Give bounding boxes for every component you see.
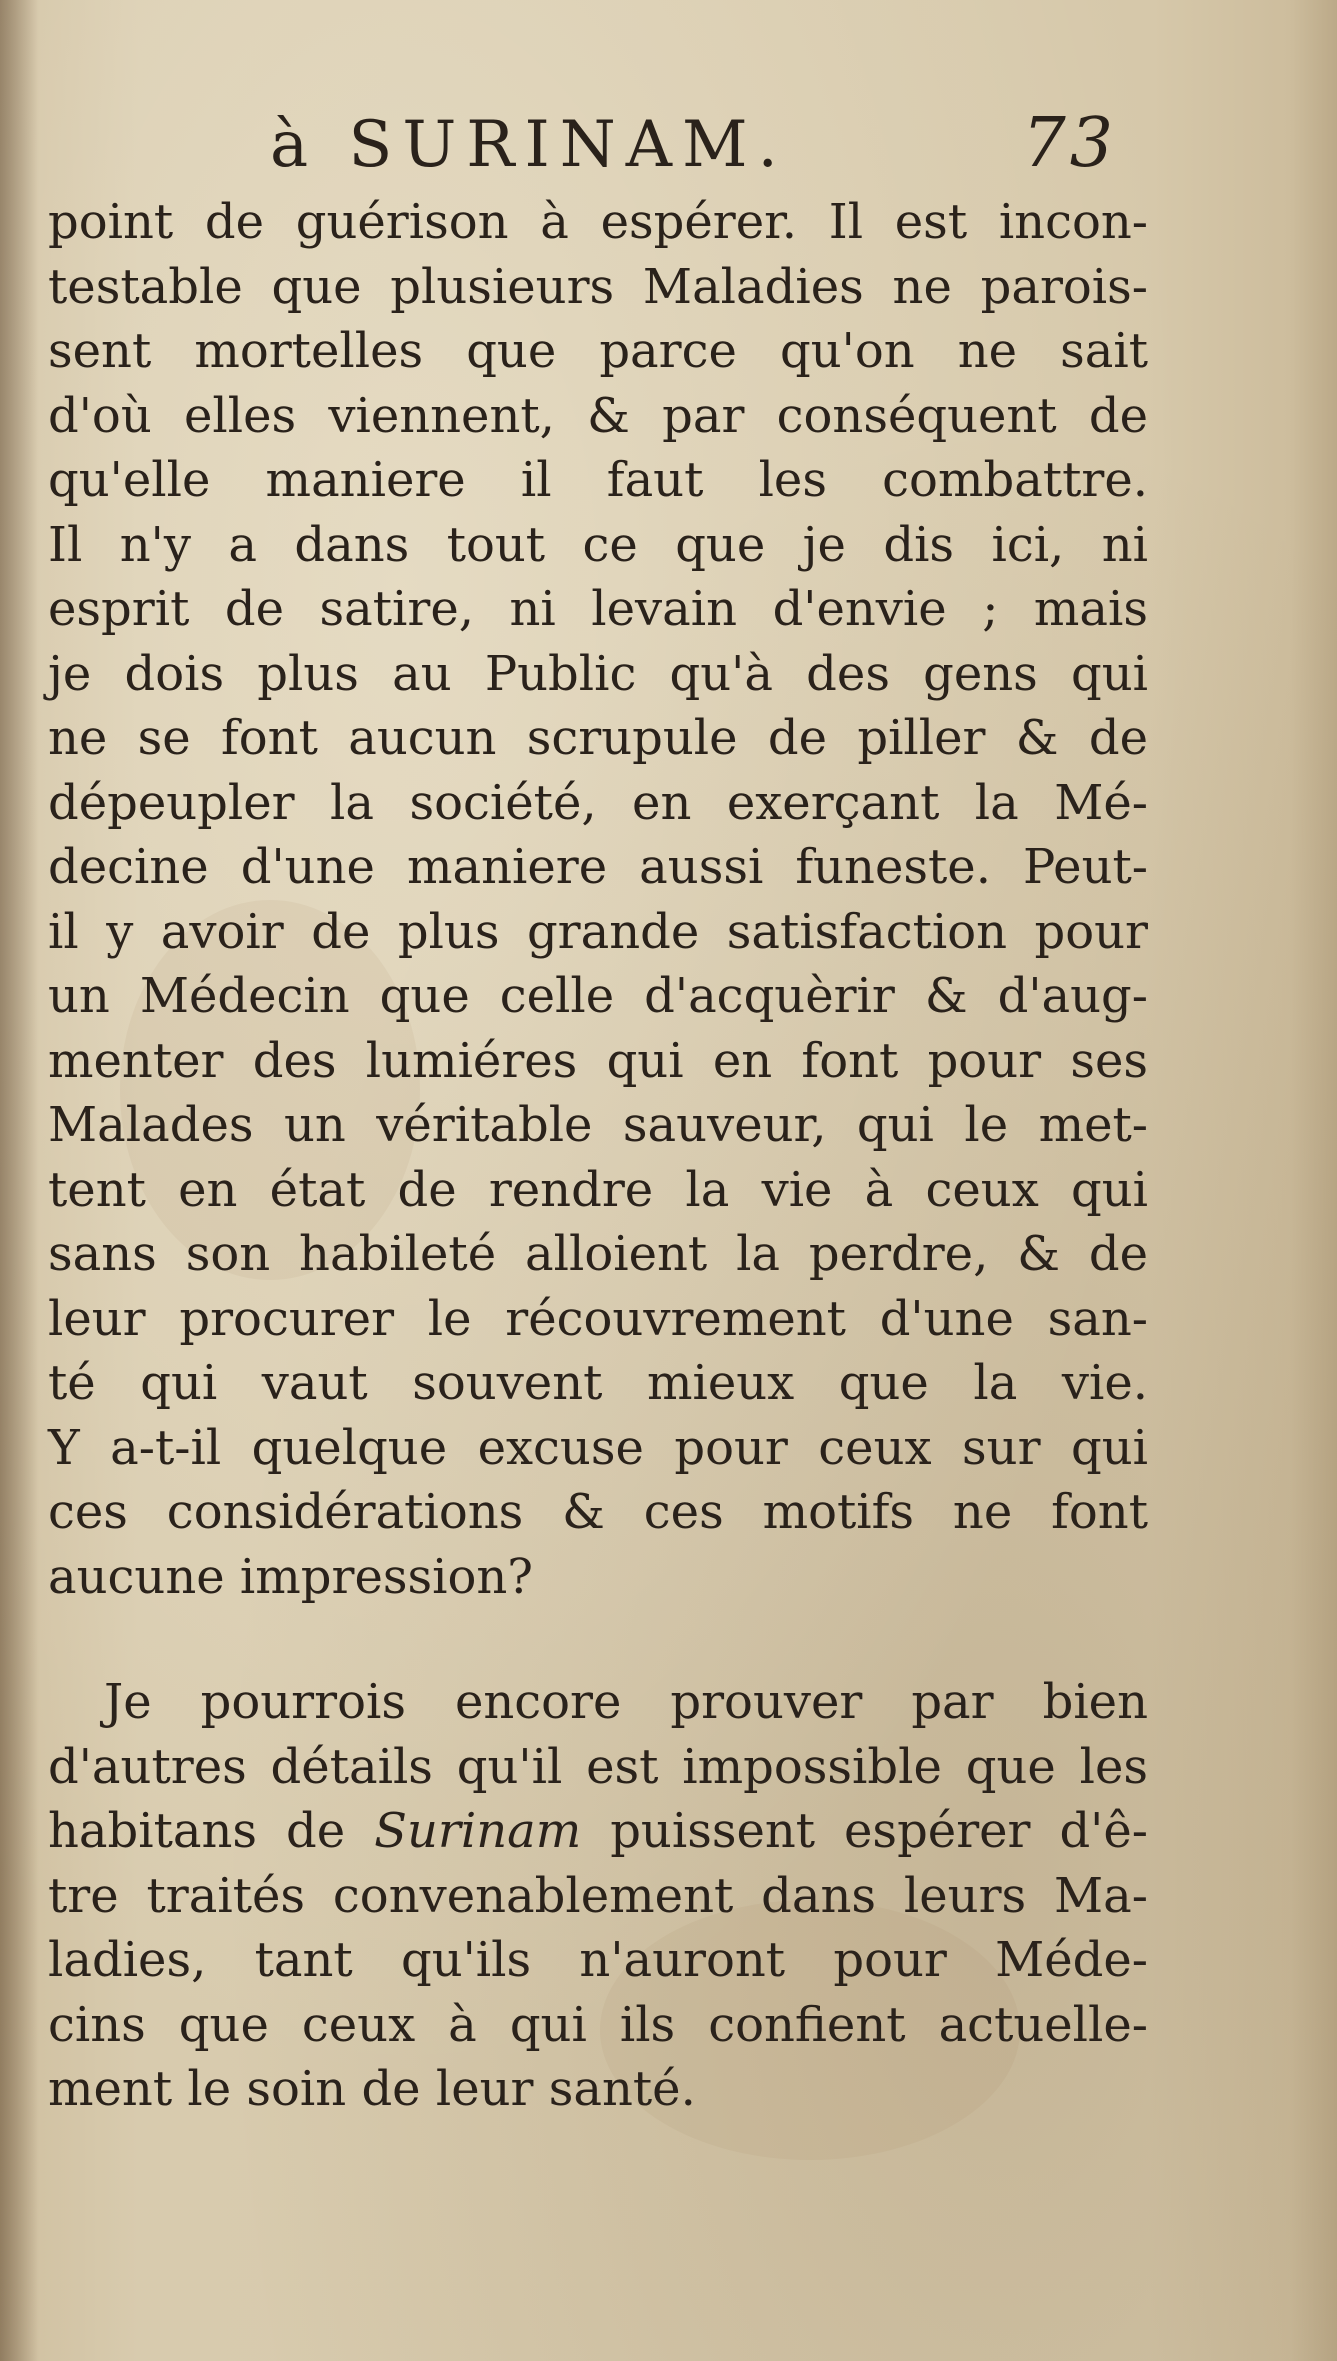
text-line: il y avoir de plus grande satisfaction pour: [48, 903, 1148, 960]
text-line: point de guérison à espérer. Il est incon-: [48, 194, 1148, 250]
text-line: aucune impression?: [48, 1548, 534, 1605]
text-line: ment le soin de leur santé.: [48, 2061, 696, 2117]
text-line: tent en état de rendre la vie à ceux qui: [48, 1161, 1148, 1218]
text-line: Y a-t-il quelque excuse pour ceux sur qui: [48, 1419, 1148, 1476]
text-line: esprit de satire, ni levain d'envie ; mais: [48, 581, 1148, 637]
text-line: ladies, tant qu'ils n'auront pour Méde-: [48, 1932, 1148, 1988]
text-segment: habitans de: [48, 1803, 375, 1859]
text-line-with-italic: [48, 1799, 1148, 1864]
page-number: 73: [1022, 104, 1117, 183]
text-line: qu'elle maniere il faut les combattre.: [48, 452, 1148, 508]
place-name-italic: Surinam: [374, 1803, 582, 1859]
text-line: testable que plusieurs Maladies ne parois-: [48, 258, 1148, 315]
text-line: Il n'y a dans tout ce que je dis ici, ni: [48, 516, 1148, 573]
running-head: à SURINAM.: [270, 108, 788, 182]
text-line: je dois plus au Public qu'à des gens qui: [48, 645, 1148, 702]
text-line: d'où elles viennent, & par conséquent de: [48, 387, 1148, 444]
paragraph-2: [48, 1670, 1148, 2122]
text-line: Je pourrois encore prouver par bien: [104, 1674, 1148, 1730]
text-line: sans son habileté alloient la perdre, & de: [48, 1226, 1148, 1282]
text-line: tre traités convenablement dans leurs Ma-: [48, 1867, 1148, 1924]
spine-shadow: [0, 0, 38, 2361]
text-line: dépeupler la société, en exerçant la Mé-: [48, 774, 1148, 831]
text-line: Malades un véritable sauveur, qui le met-: [48, 1097, 1148, 1153]
text-line: ces considérations & ces motifs ne font: [48, 1484, 1148, 1540]
text-line: decine d'une maniere aussi funeste. Peut-: [48, 839, 1148, 895]
text-line: té qui vaut souvent mieux que la vie.: [48, 1355, 1148, 1411]
text-line: d'autres détails qu'il est impossible que les: [48, 1738, 1148, 1795]
paragraph-1: [48, 190, 1148, 1609]
text-segment: puissent espérer d'ê-: [581, 1803, 1148, 1859]
text-line: un Médecin que celle d'acquèrir & d'aug-: [48, 968, 1148, 1024]
text-line: menter des lumiéres qui en font pour ses: [48, 1032, 1148, 1089]
text-line: cins que ceux à qui ils confient actuelle-: [48, 1996, 1148, 2053]
text-line: sent mortelles que parce qu'on ne sait: [48, 323, 1148, 379]
text-line: ne se font aucun scrupule de piller & de: [48, 710, 1148, 766]
text-line: leur procurer le récouvrement d'une san-: [48, 1290, 1148, 1347]
